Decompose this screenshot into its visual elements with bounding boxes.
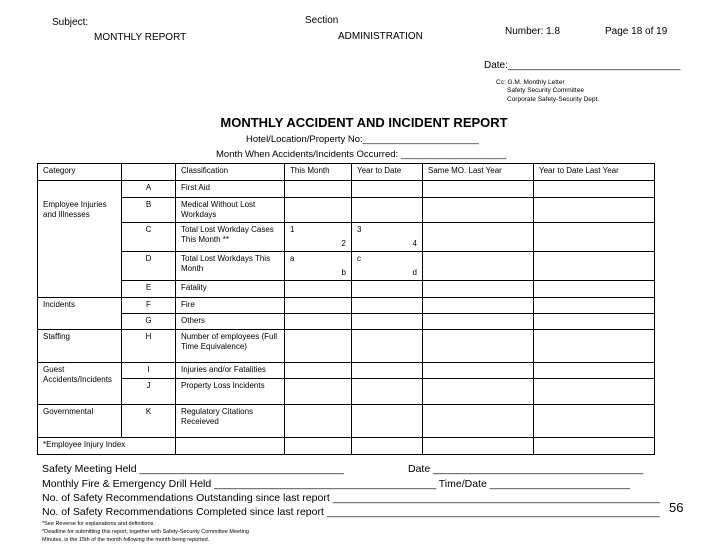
table-row [38, 181, 655, 198]
sub-label: 3 [357, 225, 362, 234]
same-month-last-year-cell[interactable] [423, 198, 534, 223]
table-row [38, 281, 655, 298]
footnote: *See Reverse for explanations and definitions. [42, 521, 155, 527]
this-month-cell[interactable] [285, 181, 352, 198]
table-row [38, 363, 655, 379]
table-row [38, 438, 655, 455]
subject-value: MONTHLY REPORT [94, 32, 187, 43]
row-code: G [122, 314, 176, 330]
same-month-last-year-cell[interactable] [423, 298, 534, 314]
ytd-cell[interactable] [352, 438, 423, 455]
row-classification: Medical Without Lost Workdays [176, 198, 285, 223]
date-field: Date:_______________________________ [484, 60, 681, 71]
this-month-cell[interactable] [285, 281, 352, 298]
table-row [38, 379, 655, 405]
row-code: D [122, 252, 176, 281]
table-row [38, 330, 655, 363]
group-guest-accidents: Guest Accidents/Incidents [38, 363, 122, 405]
sub-label: d [412, 268, 417, 277]
this-month-cell[interactable] [285, 314, 352, 330]
this-month-cell[interactable] [285, 252, 352, 281]
table-header-row [38, 164, 655, 181]
row-classification: Fatality [176, 281, 285, 298]
ytd-last-year-cell[interactable] [534, 281, 655, 298]
ytd-last-year-cell[interactable] [534, 181, 655, 198]
sub-label: 1 [290, 225, 295, 234]
ytd-cell[interactable] [352, 252, 423, 281]
row-classification: Property Loss Incidents [176, 379, 285, 405]
ytd-cell[interactable] [352, 181, 423, 198]
row-code: J [122, 379, 176, 405]
header-code [122, 164, 176, 181]
ytd-cell[interactable] [352, 314, 423, 330]
ytd-last-year-cell[interactable] [534, 438, 655, 455]
table-row [38, 252, 655, 281]
row-code: A [122, 181, 176, 198]
footnote: *Deadline for submitting this report, together with Safety-Security Committee Meeting [42, 529, 249, 535]
cc-line: Corporate Safety-Security Dept. [507, 96, 600, 103]
ytd-last-year-cell[interactable] [534, 298, 655, 314]
month-occurred-field: Month When Accidents/Incidents Occurred: ____________________ [216, 149, 507, 160]
slide-number: 56 [669, 500, 684, 515]
section-value: ADMINISTRATION [338, 31, 423, 42]
this-month-cell[interactable] [285, 405, 352, 438]
footnote: Minutes, is the 15th of the month following the month being reported. [42, 537, 210, 543]
ytd-last-year-cell[interactable] [534, 330, 655, 363]
row-code: C [122, 223, 176, 252]
row-code: E [122, 281, 176, 298]
table-row [38, 405, 655, 438]
section-label: Section [305, 15, 339, 26]
page-number: Page 18 of 19 [605, 26, 668, 37]
this-month-cell[interactable] [285, 379, 352, 405]
same-month-last-year-cell[interactable] [423, 438, 534, 455]
ytd-last-year-cell[interactable] [534, 379, 655, 405]
this-month-cell[interactable] [285, 363, 352, 379]
ytd-cell[interactable] [352, 223, 423, 252]
meeting-date-field: Date ____________________________________ [408, 463, 644, 475]
header-same-month-last-year: Same MO. Last Year [423, 164, 534, 181]
hotel-location-field: Hotel/Location/Property No:______________________ [246, 134, 479, 145]
same-month-last-year-cell[interactable] [423, 405, 534, 438]
header-category: Category [38, 164, 122, 181]
employee-injury-index-label: *Employee Injury Index [38, 438, 176, 455]
recommendations-outstanding-field: No. of Safety Recommendations Outstanding since last report ________________________________________________________ [42, 492, 660, 504]
table-row [38, 223, 655, 252]
ytd-cell[interactable] [352, 298, 423, 314]
row-classification: Regulatory Citations Receieved [176, 405, 285, 438]
this-month-cell[interactable] [285, 330, 352, 363]
sub-label: c [357, 254, 361, 263]
recommendations-completed-field: No. of Safety Recommendations Completed since last report _________________________________________________________ [42, 506, 660, 518]
fire-drill-field: Monthly Fire & Emergency Drill Held ______________________________________ Time/Date ________________________ [42, 478, 630, 490]
row-classification: Injuries and/or Fatalities [176, 363, 285, 379]
ytd-cell[interactable] [352, 198, 423, 223]
header-year-to-date: Year to Date [352, 164, 423, 181]
this-month-cell[interactable] [285, 438, 352, 455]
incident-table [37, 163, 655, 455]
ytd-cell[interactable] [352, 405, 423, 438]
row-classification: Total Lost Workday Cases This Month ** [176, 223, 285, 252]
header-classification: Classification [176, 164, 285, 181]
table-row [38, 198, 655, 223]
subject-label: Subject: [52, 17, 89, 28]
sub-label: 2 [341, 239, 346, 248]
ytd-last-year-cell[interactable] [534, 223, 655, 252]
document-number: Number: 1.8 [505, 26, 561, 37]
row-code: B [122, 198, 176, 223]
ytd-cell[interactable] [352, 363, 423, 379]
row-classification: Fire [176, 298, 285, 314]
same-month-last-year-cell[interactable] [423, 379, 534, 405]
group-governmental: Governmental [38, 405, 122, 438]
same-month-last-year-cell[interactable] [423, 181, 534, 198]
row-code: F [122, 298, 176, 314]
row-classification: First Aid [176, 181, 285, 198]
row-code: H [122, 330, 176, 363]
sub-label: b [341, 268, 346, 277]
sub-label: a [290, 254, 295, 263]
ytd-last-year-cell[interactable] [534, 405, 655, 438]
ytd-cell[interactable] [352, 330, 423, 363]
row-classification: Others [176, 314, 285, 330]
same-month-last-year-cell[interactable] [423, 252, 534, 281]
ytd-cell[interactable] [352, 379, 423, 405]
header-ytd-last-year: Year to Date Last Year [534, 164, 655, 181]
header-this-month: This Month [285, 164, 352, 181]
index-classification-cell [176, 438, 285, 455]
row-code: I [122, 363, 176, 379]
group-employee-injuries: Employee Injuries and Illnesses [38, 198, 122, 298]
cc-line: Cc: G.M. Monthly Letter [496, 79, 565, 86]
ytd-last-year-cell[interactable] [534, 252, 655, 281]
this-month-cell[interactable] [285, 223, 352, 252]
safety-meeting-field: Safety Meeting Held ___________________________________ [42, 463, 344, 475]
cc-line: Safety Security Committee [507, 87, 584, 94]
table-row [38, 314, 655, 330]
sub-label: 4 [412, 239, 417, 248]
table-row [38, 298, 655, 314]
group-incidents: Incidents [38, 298, 122, 330]
ytd-last-year-cell[interactable] [534, 314, 655, 330]
group-staffing: Staffing [38, 330, 122, 363]
row-code: K [122, 405, 176, 438]
same-month-last-year-cell[interactable] [423, 281, 534, 298]
same-month-last-year-cell[interactable] [423, 314, 534, 330]
same-month-last-year-cell[interactable] [423, 363, 534, 379]
this-month-cell[interactable] [285, 198, 352, 223]
same-month-last-year-cell[interactable] [423, 330, 534, 363]
ytd-last-year-cell[interactable] [534, 363, 655, 379]
row-classification: Number of employees (Full Time Equivalence) [176, 330, 285, 363]
same-month-last-year-cell[interactable] [423, 223, 534, 252]
this-month-cell[interactable] [285, 298, 352, 314]
ytd-cell[interactable] [352, 281, 423, 298]
row-classification: Total Lost Workdays This Month [176, 252, 285, 281]
ytd-last-year-cell[interactable] [534, 198, 655, 223]
category-cell [38, 181, 122, 198]
report-title: MONTHLY ACCIDENT AND INCIDENT REPORT [220, 115, 508, 130]
